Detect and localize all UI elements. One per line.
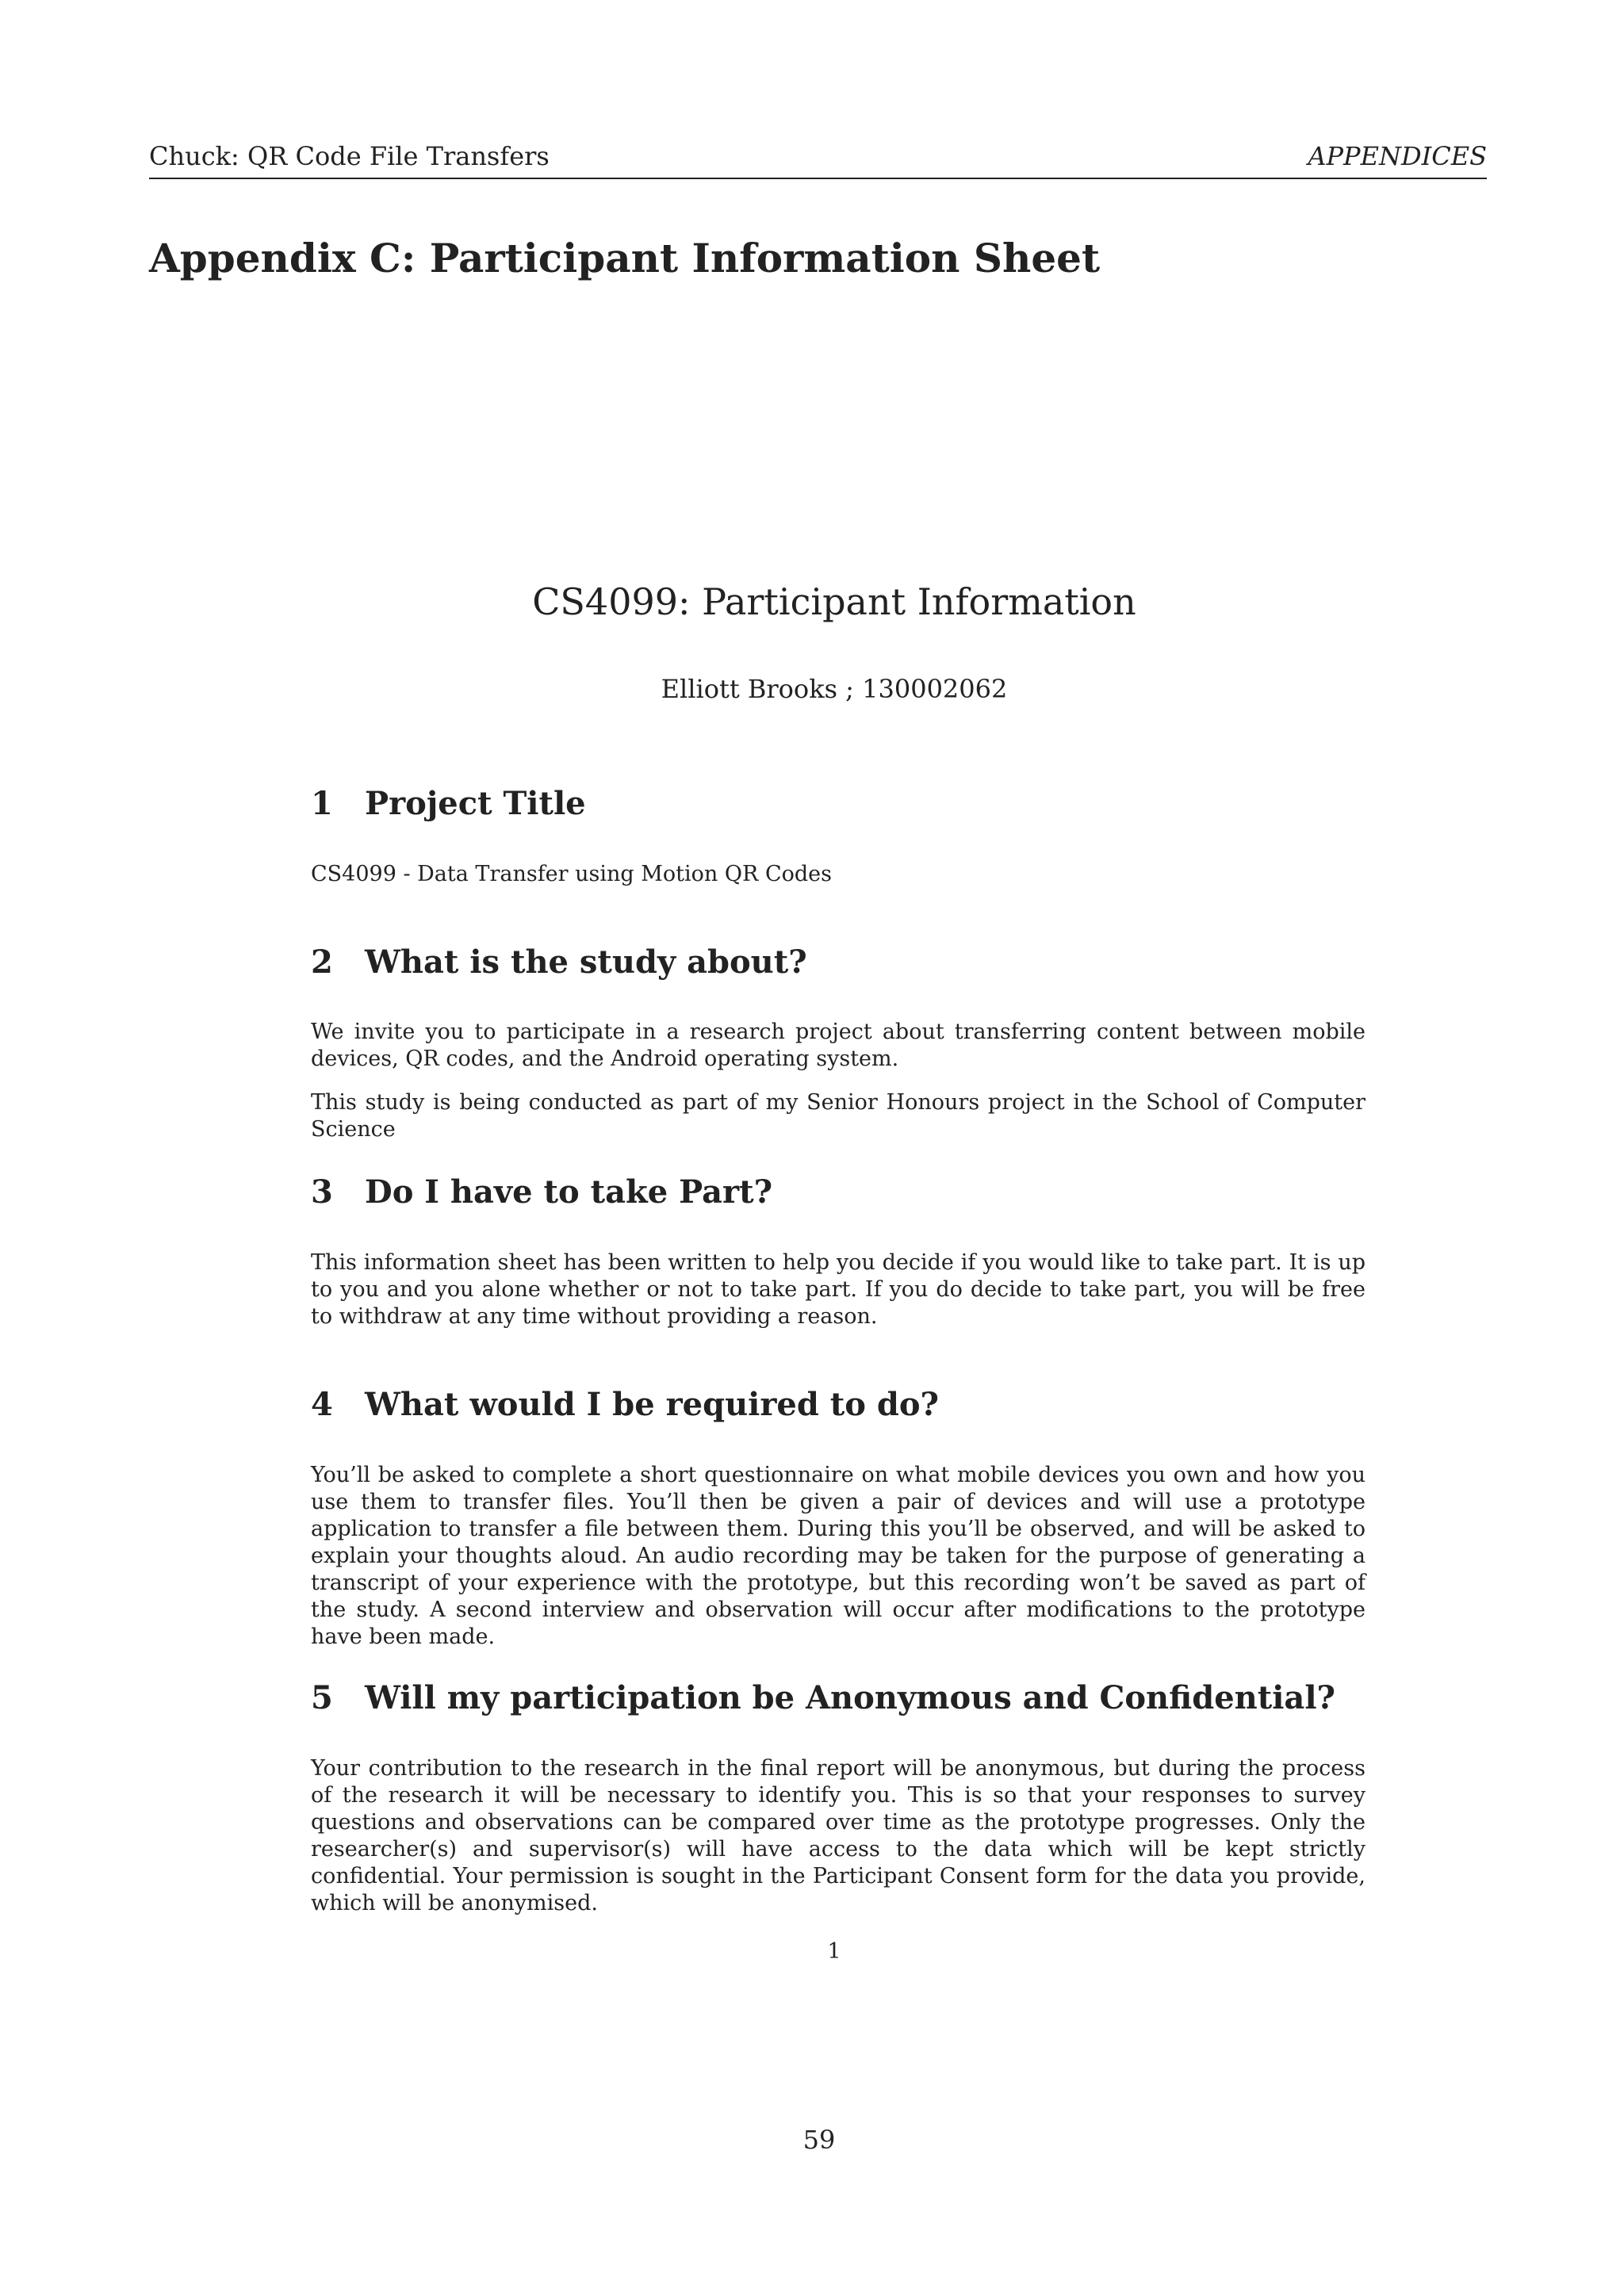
section-paragraph: This study is being conducted as part of my Senior Honours project in the School of Computer Science xyxy=(311,1090,1365,1142)
section-title: Will my participation be Anonymous and Confidential? xyxy=(365,1679,1335,1716)
section-title: Project Title xyxy=(365,785,586,822)
section-paragraph: CS4099 - Data Transfer using Motion QR Codes xyxy=(311,862,832,886)
section-paragraph: We invite you to participate in a research project about transferring content between mobile devices, QR codes, and the Android operating system. xyxy=(311,1020,1365,1071)
section-paragraph: Your contribution to the research in the final report will be anonymous, but during the process of the research it will be necessary to identify you. This is so that your responses to survey questions and observations can be compared over time as the prototype progresses. Only the researcher(s) and supervisor(s) will have access to the data which will be kept strictly confidential. Your permission is sought in the Participant Consent form for the data you provide, which will be anonymised. xyxy=(311,1756,1365,1915)
section-title: What would I be required to do? xyxy=(365,1386,939,1423)
page-number: 59 xyxy=(802,2125,836,2155)
section-heading-take-part xyxy=(311,1173,772,1211)
document-author: Elliott Brooks ; 130002062 xyxy=(661,674,1008,704)
section-title: Do I have to take Part? xyxy=(365,1173,773,1211)
inner-page-number: 1 xyxy=(827,1939,841,1964)
section-number: 1 xyxy=(311,785,333,822)
running-header-title: Chuck: QR Code File Transfers xyxy=(149,141,550,171)
section-paragraph: You’ll be asked to complete a short questionnaire on what mobile devices you own and how you use them to transfer files. You’ll then be given a pair of devices and will use a prototype application to transfer a file between them. During this you’ll be observed, and will be asked to explain your thoughts aloud. An audio recording may be taken for the purpose of generating a transcript of your experience with the prototype, but this recording won’t be saved as part of the study. A second interview and observation will occur after modifications to the prototype have been made. xyxy=(311,1463,1365,1649)
section-paragraph: This information sheet has been written to help you decide if you would like to take part. It is up to you and you alone whether or not to take part. If you do decide to take part, you will be free to withdraw at any time without providing a reason. xyxy=(311,1250,1365,1329)
section-heading-study-about xyxy=(311,943,807,981)
running-header-section: APPENDICES xyxy=(1308,141,1487,171)
section-number: 2 xyxy=(311,943,333,981)
section-number: 3 xyxy=(311,1173,333,1211)
section-number: 4 xyxy=(311,1386,333,1423)
section-heading-anonymous xyxy=(311,1679,1335,1716)
document-title: CS4099: Participant Information xyxy=(532,580,1136,623)
section-number: 5 xyxy=(311,1679,333,1716)
appendix-title: Appendix C: Participant Information Sheet xyxy=(149,235,1101,281)
section-heading-required xyxy=(311,1386,939,1423)
header-divider xyxy=(149,178,1487,179)
section-heading-project-title xyxy=(311,785,586,822)
section-title: What is the study about? xyxy=(365,943,807,981)
